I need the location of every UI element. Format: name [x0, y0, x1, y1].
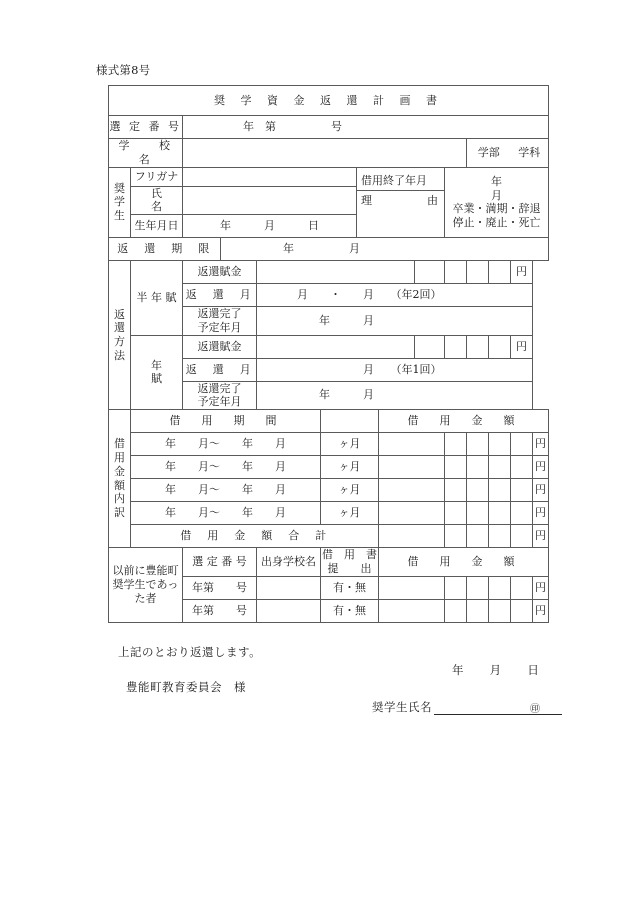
- borrowing-total-yen-unit: 円: [533, 525, 549, 548]
- reason-label: 理 由: [361, 194, 438, 207]
- borrowing-months-field[interactable]: ヶ月: [321, 479, 379, 502]
- half-year-amount-field[interactable]: [257, 261, 415, 284]
- declaration-text: 上記のとおり返還します。: [118, 645, 262, 659]
- borrowing-period-header: 借 用 期 間: [131, 410, 321, 433]
- borrowing-amount-digit-4[interactable]: [511, 433, 533, 456]
- borrowing-period-row: [109, 456, 549, 479]
- previous-yen-unit: 円: [533, 576, 549, 599]
- annual-installment-row: [109, 335, 549, 358]
- previous-amount-lead[interactable]: [379, 576, 445, 599]
- furigana-label: フリガナ: [131, 167, 183, 186]
- borrowing-total-digit-4[interactable]: [511, 525, 533, 548]
- borrowing-yen-unit: 円: [533, 456, 549, 479]
- borrowing-total-digit-2[interactable]: [467, 525, 489, 548]
- previous-selection-number-header: 選 定 番 号: [183, 548, 257, 577]
- annual-completion-field[interactable]: 年 月: [257, 381, 533, 410]
- borrowing-period-field[interactable]: 年 月〜 年 月: [131, 433, 321, 456]
- borrowing-amount-digit-4[interactable]: [511, 502, 533, 525]
- borrowing-amount-digit-4[interactable]: [511, 456, 533, 479]
- borrowing-period-row: [109, 479, 549, 502]
- selection-number-row: [109, 116, 549, 139]
- birthdate-label: 生年月日: [131, 215, 183, 238]
- borrowing-yen-unit: 円: [533, 502, 549, 525]
- borrowing-amount-lead[interactable]: [379, 479, 445, 502]
- reason-options-line-1: 卒業・満期・辞退: [452, 202, 541, 216]
- borrowing-yen-unit: 円: [533, 433, 549, 456]
- signature-date-line[interactable]: [452, 662, 539, 678]
- school-name-label: 学 校 名: [109, 139, 183, 168]
- half-year-installment-label: 返還賦金: [183, 261, 257, 284]
- annual-amount-digit-1[interactable]: [415, 335, 445, 358]
- borrowing-amount-digit-1[interactable]: [445, 502, 467, 525]
- borrowing-period-field[interactable]: 年 月〜 年 月: [131, 479, 321, 502]
- name-label: 氏 名: [131, 186, 183, 215]
- borrowing-amount-digit-2[interactable]: [467, 456, 489, 479]
- borrowing-total-label: 借 用 金 額 合 計: [131, 525, 379, 548]
- borrowing-amount-digit-2[interactable]: [467, 433, 489, 456]
- previous-amount-digit-2[interactable]: [467, 576, 489, 599]
- loan-end-date-label: 借用終了年月: [357, 171, 444, 191]
- date-day-label: 日: [527, 663, 539, 677]
- borrowing-period-row: [109, 433, 549, 456]
- previous-amount-digit-1[interactable]: [445, 599, 467, 622]
- borrowing-amount-digit-3[interactable]: [489, 502, 511, 525]
- borrowing-amount-lead[interactable]: [379, 456, 445, 479]
- previous-loan-doc-field[interactable]: 有・無: [321, 576, 379, 599]
- half-year-amount-digit-3[interactable]: [467, 261, 489, 284]
- borrowing-months-header: [321, 410, 379, 433]
- borrowing-period-row: [109, 502, 549, 525]
- annual-installment-label: 返還賦金: [183, 335, 257, 358]
- previous-amount-digit-1[interactable]: [445, 576, 467, 599]
- repayment-method-vertical-label: 返 還 方 法: [109, 261, 131, 410]
- borrowing-yen-unit: 円: [533, 479, 549, 502]
- form-title: 奨 学 資 金 返 還 計 画 書: [109, 86, 549, 116]
- furigana-field[interactable]: [183, 167, 357, 186]
- half-year-month-label: 返 還 月: [183, 284, 257, 307]
- borrowing-total-row: [109, 525, 549, 548]
- previous-amount-digit-3[interactable]: [489, 599, 511, 622]
- previous-recipient-label: 以前に豊能町奨学生であった者: [109, 548, 183, 623]
- previous-header-row: [109, 548, 549, 577]
- half-year-amount-digit-2[interactable]: [445, 261, 467, 284]
- borrowing-months-field[interactable]: ヶ月: [321, 433, 379, 456]
- signature-block[interactable]: [372, 699, 562, 715]
- borrowing-amount-digit-3[interactable]: [489, 479, 511, 502]
- previous-amount-digit-3[interactable]: [489, 576, 511, 599]
- previous-school-field[interactable]: [257, 576, 321, 599]
- signature-label: 奨学生氏名: [372, 700, 432, 714]
- annual-label: 年 賦: [131, 335, 183, 410]
- borrowing-amount-digit-3[interactable]: [489, 433, 511, 456]
- previous-loan-doc-header: 借 用 書 提 出: [322, 548, 377, 575]
- annual-month-field[interactable]: 月 （年1回）: [257, 358, 533, 381]
- title-row: [109, 86, 549, 116]
- faculty-label: 学部: [467, 139, 511, 168]
- half-year-installment-row: [109, 261, 549, 284]
- date-month-label: 月: [489, 663, 502, 677]
- borrowing-months-field[interactable]: ヶ月: [321, 456, 379, 479]
- previous-yen-unit: 円: [533, 599, 549, 622]
- borrowing-amount-digit-1[interactable]: [445, 456, 467, 479]
- borrowing-amount-digit-2[interactable]: [467, 502, 489, 525]
- annual-amount-digit-3[interactable]: [467, 335, 489, 358]
- name-field[interactable]: [183, 186, 357, 215]
- reason-options-line-2: 停止・廃止・死亡: [452, 216, 541, 229]
- selection-number-label: 選 定 番 号: [109, 116, 183, 139]
- previous-school-header: 出身学校名: [257, 548, 321, 577]
- addressee-text: 豊能町教育委員会 様: [126, 680, 246, 694]
- previous-amount-digit-4[interactable]: [511, 576, 533, 599]
- reason-options-cell[interactable]: [445, 167, 576, 238]
- borrowing-total-digit-1[interactable]: [445, 525, 467, 548]
- selection-number-field[interactable]: 年 第 号: [183, 116, 549, 139]
- half-year-amount-digit-1[interactable]: [415, 261, 445, 284]
- borrowing-breakdown-vertical-label: 借 用 金 額 内 訳: [109, 410, 131, 548]
- borrowing-amount-digit-1[interactable]: [445, 433, 467, 456]
- borrowing-total-digit-3[interactable]: [489, 525, 511, 548]
- borrowing-months-field[interactable]: ヶ月: [321, 502, 379, 525]
- borrowing-amount-digit-3[interactable]: [489, 456, 511, 479]
- borrowing-amount-lead[interactable]: [379, 433, 445, 456]
- annual-amount-digit-4[interactable]: [489, 335, 511, 358]
- half-year-completion-field[interactable]: 年 月: [257, 307, 533, 336]
- half-year-yen-unit: 円: [511, 261, 533, 284]
- half-year-completion-label: 返還完了 予定年月: [183, 307, 257, 336]
- school-name-field[interactable]: [183, 139, 467, 168]
- student-vertical-label: 奨 学 生: [109, 167, 131, 238]
- borrowing-total-lead[interactable]: [379, 525, 445, 548]
- borrowing-amount-digit-4[interactable]: [511, 479, 533, 502]
- borrowing-amount-digit-2[interactable]: [467, 479, 489, 502]
- deadline-row: [109, 238, 549, 261]
- previous-selection-number-field[interactable]: 年第 号: [183, 576, 257, 599]
- school-name-row: [109, 139, 549, 168]
- annual-amount-field[interactable]: [257, 335, 415, 358]
- loan-end-date-value: 年 月: [491, 174, 576, 202]
- annual-month-label: 返 還 月: [183, 358, 257, 381]
- half-year-amount-digit-4[interactable]: [489, 261, 511, 284]
- previous-selection-number-field[interactable]: 年第 号: [183, 599, 257, 622]
- previous-loan-doc-field[interactable]: 有・無: [321, 599, 379, 622]
- date-year-label: 年: [452, 663, 464, 677]
- seal-icon: ㊞: [530, 704, 540, 715]
- annual-yen-unit: 円: [511, 335, 533, 358]
- borrowing-period-field[interactable]: 年 月〜 年 月: [131, 502, 321, 525]
- previous-amount-header: 借 用 金 額: [379, 548, 549, 577]
- scholarship-repayment-form-table: [108, 85, 576, 623]
- borrowing-period-field[interactable]: 年 月〜 年 月: [131, 456, 321, 479]
- furigana-row: [109, 167, 549, 186]
- half-year-label: 半 年 賦: [131, 261, 183, 336]
- form-number: 様式第8号: [96, 63, 151, 77]
- borrowing-amount-header: 借 用 金 額: [379, 410, 549, 433]
- previous-school-field[interactable]: [257, 599, 321, 622]
- deadline-field[interactable]: 年 月: [221, 238, 549, 261]
- previous-amount-digit-2[interactable]: [467, 599, 489, 622]
- annual-amount-digit-2[interactable]: [445, 335, 467, 358]
- borrowing-amount-lead[interactable]: [379, 502, 445, 525]
- annual-completion-label: 返還完了 予定年月: [183, 381, 257, 410]
- previous-amount-lead[interactable]: [379, 599, 445, 622]
- borrowing-amount-digit-1[interactable]: [445, 479, 467, 502]
- half-year-month-field[interactable]: 月 ・ 月 （年2回）: [257, 284, 533, 307]
- deadline-label: 返 還 期 限: [109, 238, 221, 261]
- birthdate-field[interactable]: 年 月 日: [183, 215, 357, 238]
- signature-line[interactable]: [434, 701, 562, 715]
- previous-amount-digit-4[interactable]: [511, 599, 533, 622]
- borrowing-header-row: [109, 410, 549, 433]
- department-label: 学科: [511, 139, 549, 168]
